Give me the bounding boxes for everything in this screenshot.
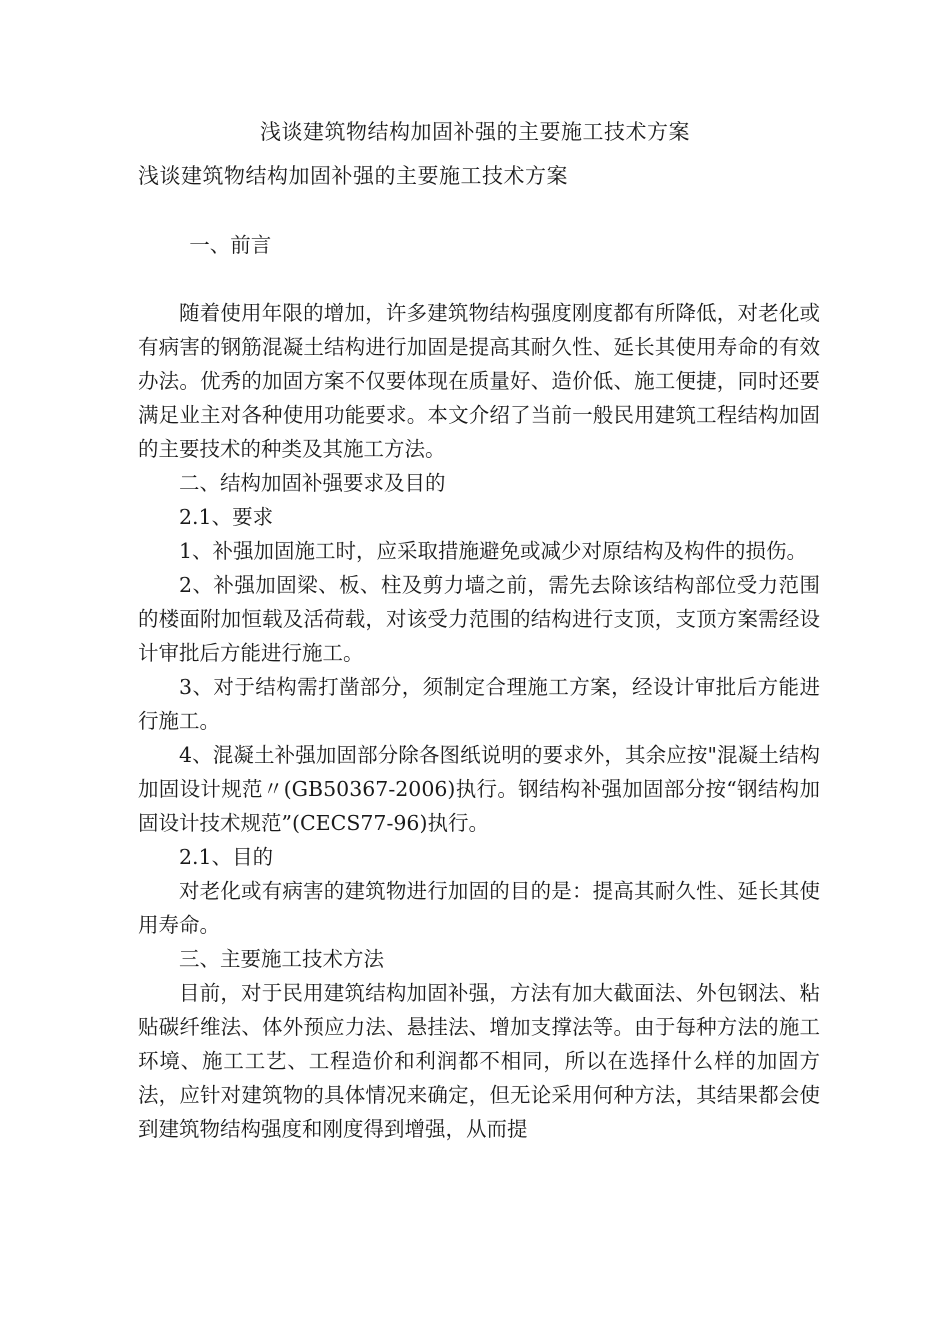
paragraph: 随着使用年限的增加，许多建筑物结构强度刚度都有所降低，对老化或有病害的钢筋混凝土结构进行加固是提高其耐久性、延长其使用寿命的有效办法。优秀的加固方案不仅要体现在质量好、造价低、施工便捷，同时还要满足业主对各种使用功能要求。本文介绍了当前一般民用建筑工程结构加固的主要技术的种类及其施工方法。 [138,301,820,461]
subsection-heading: 2.1、要求 [179,505,274,529]
paragraph: 3、对于结构需打凿部分，须制定合理施工方案，经设计审批后方能进行施工。 [138,675,820,733]
paragraph: 目前，对于民用建筑结构加固补强，方法有加大截面法、外包钢法、粘贴碳纤维法、体外预应力法、悬挂法、增加支撑法等。由于每种方法的施工环境、施工工艺、工程造价和利润都不相同，所以在选择什么样的加固方法，应针对建筑物的具体情况来确定，但无论采用何种方法，其结果都会使到建筑物结构强度和刚度得到增强，从而提 [138,981,820,1141]
paragraph: 1、补强加固施工时，应采取措施避免或减少对原结构及构件的损伤。 [179,539,808,563]
paragraph: 2、补强加固梁、板、柱及剪力墙之前，需先去除该结构部位受力范围的楼面附加恒载及活荷载，对该受力范围的结构进行支顶，支顶方案需经设计审批后方能进行施工。 [138,573,820,665]
paragraph: 4、混凝土补强加固部分除各图纸说明的要求外，其余应按"混凝土结构加固设计规范〃(GB50367-2006)执行。钢结构补强加固部分按“钢结构加固设计技术规范”(CECS77-96)执行。 [138,743,820,835]
subsection-heading: 2.1、目的 [179,845,274,869]
document-title: 浅谈建筑物结构加固补强的主要施工技术方案 [260,120,690,144]
paragraph: 对老化或有病害的建筑物进行加固的目的是：提高其耐久性、延长其使用寿命。 [138,879,820,937]
document-body [138,226,820,1146]
section-heading-preface: 一、前言 [189,233,272,257]
document-subtitle: 浅谈建筑物结构加固补强的主要施工技术方案 [138,164,568,188]
section-heading: 三、主要施工技术方法 [179,947,384,971]
section-heading: 二、结构加固补强要求及目的 [179,471,446,495]
